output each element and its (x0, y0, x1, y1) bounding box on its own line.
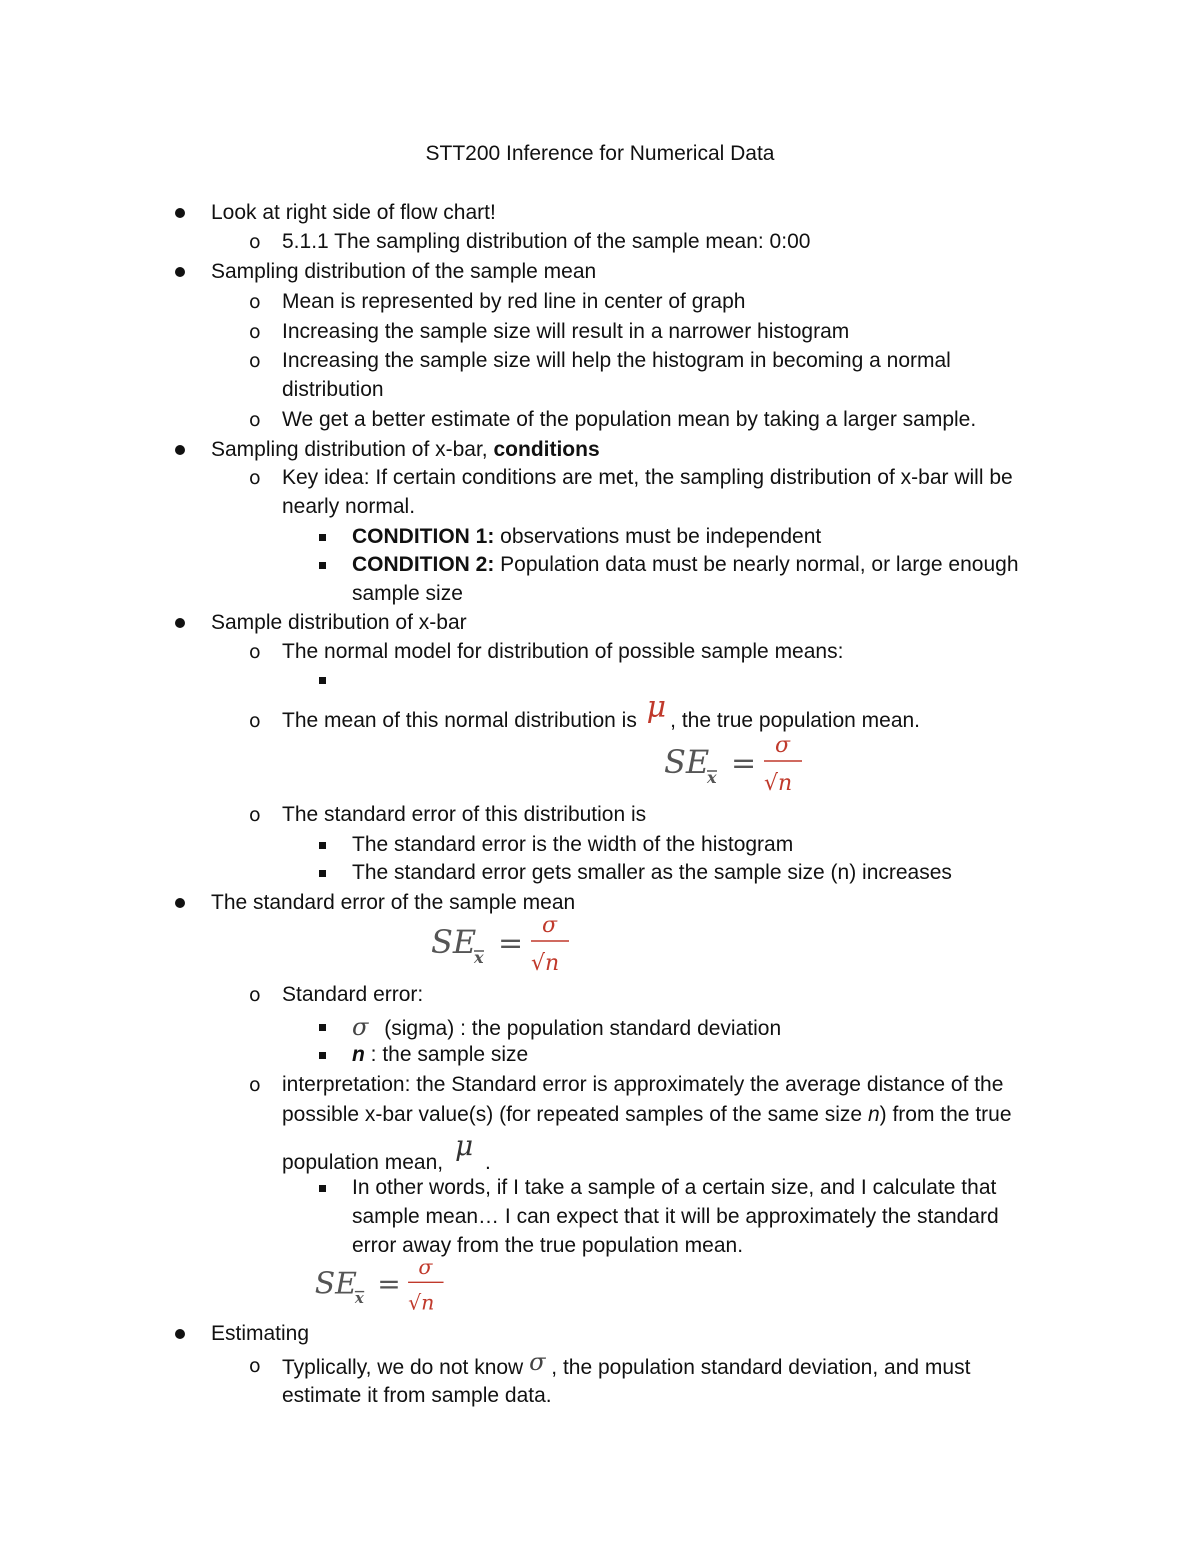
sub-item-text: Mean is represented by red line in center of graph (282, 290, 746, 313)
sub-item-text: Key idea: If certain conditions are met, the sampling distribution of x-bar will be (282, 466, 1013, 489)
n-symbol: n (867, 1103, 880, 1126)
square-marker (319, 677, 326, 684)
condition-2-text: Population data must be nearly normal, or large enough (494, 553, 1019, 576)
svg-text:=: = (498, 926, 524, 961)
square-marker (319, 842, 326, 849)
condition-1-text: observations must be independent (494, 525, 822, 548)
sub-item-text: The normal model for distribution of possible sample means: (282, 640, 844, 663)
square-marker (319, 562, 326, 569)
standard-error-formula-2 (427, 913, 577, 977)
sub-item-text: 5.1.1 The sampling distribution of the sample mean: 0:00 (282, 230, 811, 253)
svg-text:SE: SE (314, 1266, 357, 1302)
condition-2-continued: sample size (352, 582, 463, 605)
text-prefix: possible x-bar value(s) (for repeated samples of the same size (282, 1103, 868, 1126)
circle-marker: o (249, 710, 261, 732)
sub-sub-item-text: In other words, if I take a sample of a certain size, and I calculate that (352, 1176, 997, 1199)
circle-marker: o (249, 984, 261, 1006)
bullet-text: Sample distribution of x-bar (211, 611, 467, 634)
circle-marker: o (249, 1074, 261, 1096)
bullet-text: Estimating (211, 1322, 310, 1345)
bullet-text (211, 436, 600, 464)
n-definition (352, 1041, 528, 1069)
bullet-text: Sampling distribution of the sample mean (211, 260, 597, 283)
sub-sub-item-text: The standard error gets smaller as the sample size (n) increases (352, 861, 952, 884)
square-marker (319, 1052, 326, 1059)
svg-text:=: = (731, 746, 757, 781)
bullet-marker (175, 1329, 185, 1339)
standard-error-formula-1 (660, 733, 810, 797)
text-suffix: , the population standard deviation, and must (545, 1356, 971, 1379)
svg-text:x: x (354, 1288, 364, 1307)
text-prefix: Typlically, we do not know (282, 1356, 530, 1379)
bullet-text-bold: conditions (493, 438, 600, 461)
circle-marker: o (249, 409, 261, 431)
condition-1 (352, 523, 821, 551)
sub-item-text-continued: distribution (282, 378, 384, 401)
svg-text:x: x (707, 768, 717, 787)
sub-sub-item-text-continued: error away from the true population mean. (352, 1234, 744, 1257)
standard-error-formula-3 (311, 1255, 451, 1317)
svg-text:SE: SE (664, 743, 710, 781)
svg-text:√n: √n (531, 951, 560, 976)
sub-item-text (282, 690, 921, 735)
svg-text:σ: σ (542, 913, 558, 938)
sigma-icon: σ (352, 1013, 369, 1041)
document-title: STT200 Inference for Numerical Data (425, 142, 775, 165)
sub-item-text: interpretation: the Standard error is approximately the average distance of the (282, 1073, 1004, 1096)
text-prefix: The mean of this normal distribution is (282, 709, 643, 732)
circle-marker: o (249, 321, 261, 343)
svg-text:√n: √n (764, 771, 793, 796)
square-marker (319, 534, 326, 541)
bullet-marker (175, 618, 185, 628)
square-marker (319, 1185, 326, 1192)
circle-marker: o (249, 1355, 261, 1377)
sub-item-text-continued: nearly normal. (282, 495, 416, 518)
sub-item-text: We get a better estimate of the population mean by taking a larger sample. (282, 408, 977, 431)
condition-1-label: CONDITION 1: (352, 525, 495, 548)
bullet-marker (175, 267, 185, 277)
bullet-text: Look at right side of flow chart! (211, 201, 496, 224)
text-suffix: , the true population mean. (670, 709, 921, 732)
n-symbol: n (352, 1043, 365, 1066)
bullet-marker (175, 445, 185, 455)
sub-item-text-continued (282, 1101, 1012, 1129)
sigma-definition (352, 1013, 781, 1043)
circle-marker: o (249, 291, 261, 313)
circle-marker: o (249, 804, 261, 826)
sub-item-text: The standard error of this distribution is (282, 803, 647, 826)
sigma-icon: σ (529, 1348, 546, 1376)
n-definition-text: : the sample size (364, 1043, 529, 1066)
text-suffix: . (479, 1151, 491, 1174)
sub-item-text: Standard error: (282, 983, 424, 1006)
bullet-marker (175, 898, 185, 908)
sub-sub-item-text-continued: sample mean… I can expect that it will be approximately the standard (352, 1205, 999, 1228)
svg-text:x: x (474, 948, 484, 967)
mu-icon: μ (454, 1129, 474, 1162)
sub-sub-item-text: The standard error is the width of the histogram (352, 833, 794, 856)
sub-item-text-continued: estimate it from sample data. (282, 1384, 552, 1407)
circle-marker: o (249, 350, 261, 372)
sub-item-text-continued (282, 1129, 491, 1177)
text-suffix: ) from the true (879, 1103, 1012, 1126)
svg-text:σ: σ (418, 1255, 433, 1279)
bullet-marker (175, 208, 185, 218)
svg-text:SE: SE (431, 923, 477, 961)
bullet-text-prefix: Sampling distribution of x-bar, (211, 438, 494, 461)
bullet-text: The standard error of the sample mean (211, 891, 576, 914)
circle-marker: o (249, 231, 261, 253)
text-prefix: population mean, (282, 1151, 449, 1174)
svg-text:σ: σ (775, 733, 791, 758)
mu-icon: μ (646, 690, 667, 725)
circle-marker: o (249, 467, 261, 489)
sigma-definition-text: (sigma) : the population standard deviation (378, 1017, 782, 1040)
condition-2 (352, 551, 1019, 579)
square-marker (319, 870, 326, 877)
sub-item-text: Increasing the sample size will result in a narrower histogram (282, 320, 850, 343)
svg-text:√n: √n (408, 1290, 435, 1315)
sub-item-text (282, 1348, 971, 1382)
square-marker (319, 1024, 326, 1031)
svg-text:=: = (377, 1267, 401, 1301)
condition-2-label: CONDITION 2: (352, 553, 495, 576)
circle-marker: o (249, 641, 261, 663)
sub-item-text: Increasing the sample size will help the histogram in becoming a normal (282, 349, 951, 372)
